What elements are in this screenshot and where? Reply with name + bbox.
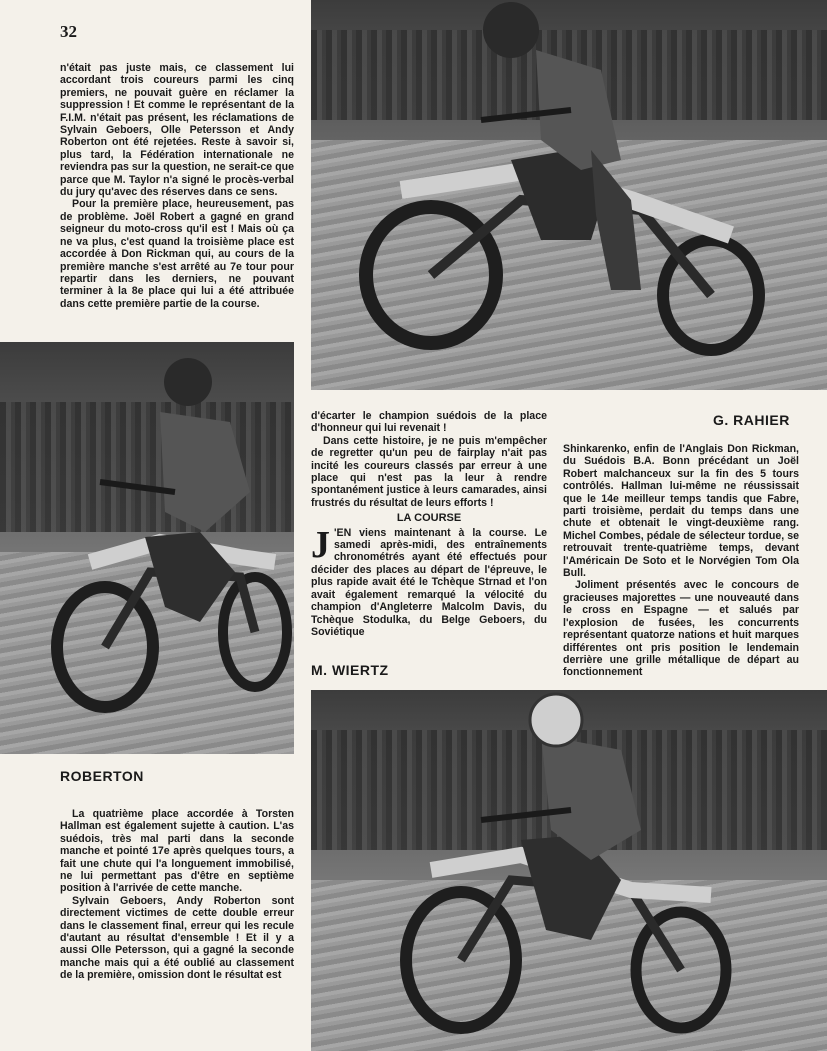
motocross-jump-illustration	[0, 342, 294, 754]
paragraph: Sylvain Geboers, Andy Roberton sont directement victimes de cette double erreur dans le classement final, erreur qui les recule d'autant au résultat d'ensemble ! Et il y a aussi Olle Petersson, qui a gagné la seconde manche mais qui a été oublié au classement de la première, omission dont le résultat est	[60, 894, 294, 982]
motocross-rider-illustration	[311, 690, 827, 1051]
photo-rahier	[311, 0, 827, 390]
page-number: 32	[60, 22, 77, 41]
paragraph: Joliment présentés avec le concours de gracieuses majorettes — une nouveauté dans le cross en Espagne — et salués par l'explosion de fusées, les concurrents représentant quatorze nations et huit marques différentes ont pris position le lendemain derrière une grille métallique de départ au fonctionnement	[563, 579, 799, 679]
paragraph-with-dropcap	[311, 523, 547, 639]
paragraph: d'écarter le champion suédois de la place d'honneur qui lui revenait !	[311, 410, 547, 435]
motocross-rider-illustration	[311, 0, 827, 390]
column-2	[311, 410, 547, 638]
caption-wiertz: M. WIERTZ	[311, 662, 389, 678]
column-1-bottom	[60, 808, 294, 982]
caption-roberton: ROBERTON	[60, 768, 144, 784]
paragraph: Dans cette histoire, je ne puis m'empêcher de regretter qu'un peu de fairplay n'ait pas incité les coureurs classés par erreur à une place qui n'est pas la leur à rendre spontanément justice à leurs camarades, ainsi frustrés du résultat de leurs efforts !	[311, 434, 547, 509]
paragraph: La quatrième place accordée à Torsten Hallman est également sujette à caution. L'as suédois, très mal parti dans la seconde manche et pointé 17e après quelques tours, a fait une chute qui l'a longuement immobilisé, ne lui permettant pas d'être en septième position à l'arrivée de cette manche.	[60, 808, 294, 895]
photo-roberton	[0, 342, 294, 754]
photo-wiertz	[311, 690, 827, 1051]
paragraph: Shinkarenko, enfin de l'Anglais Don Rickman, du Suédois B.A. Bonn précédant un Joël Robert malchanceux sur la fin des 5 tours contrôlés. Hallman lui-même ne réussissait que le 14e meilleur temps tandis que Fabre, parti troisième, perdait du temps dans une chute et obtenait le vingt-deuxième rang. Michel Combes, pédale de sélecteur tordue, se retrouvait trente-quatrième temps, devant l'Américain De Soto et le Norvégien Tom Ola Bull.	[563, 443, 799, 580]
paragraph: n'était pas juste mais, ce classement lui accordant trois coureurs parmi les cinq premiers, ne pouvait guère en réclamer la suppression ! Et comme le représentant de la F.I.M. n'était pas présent, les réclamations de Sylvain Geboers, Olle Petersson et Andy Roberton ont été rejetées. Reste à savoir si, plus tard, la Fédération internationale ne reviendra pas sur la question, ne serait-ce que parce que M. Taylor n'a signé le procès-verbal du jury qu'avec des réserves dans ce sens.	[60, 62, 294, 199]
column-3	[563, 443, 799, 679]
dropcap: J	[311, 523, 330, 566]
caption-rahier: G. RAHIER	[713, 412, 790, 428]
paragraph: Pour la première place, heureusement, pas de problème. Joël Robert a gagné en grand seigneur du moto-cross qu'il est ! Mais où ça ne va plus, c'est quand la troisième place est accordée à Don Rickman qui, au cours de la première manche s'est arrêté au 7e tour pour repartir dans les derniers, ne pouvant terminer à la 8e place qui lui a été attribuée dans cette première partie de la course.	[60, 198, 294, 310]
column-1-top	[60, 62, 294, 310]
paragraph-text: 'EN viens maintenant à la course. Le samedi après-midi, des entraînements chronométrés ayant été effectués pour décider des places au départ de l'épreuve, le plus rapide avait été le Tchèque Strnad et l'on avait également remarqué la vélocité du champion d'Angleterre Malcolm Davis, du Tchèque Stodulka, du Belge Geboers, du Soviétique	[311, 526, 547, 638]
section-heading-la-course: LA COURSE	[396, 512, 462, 525]
